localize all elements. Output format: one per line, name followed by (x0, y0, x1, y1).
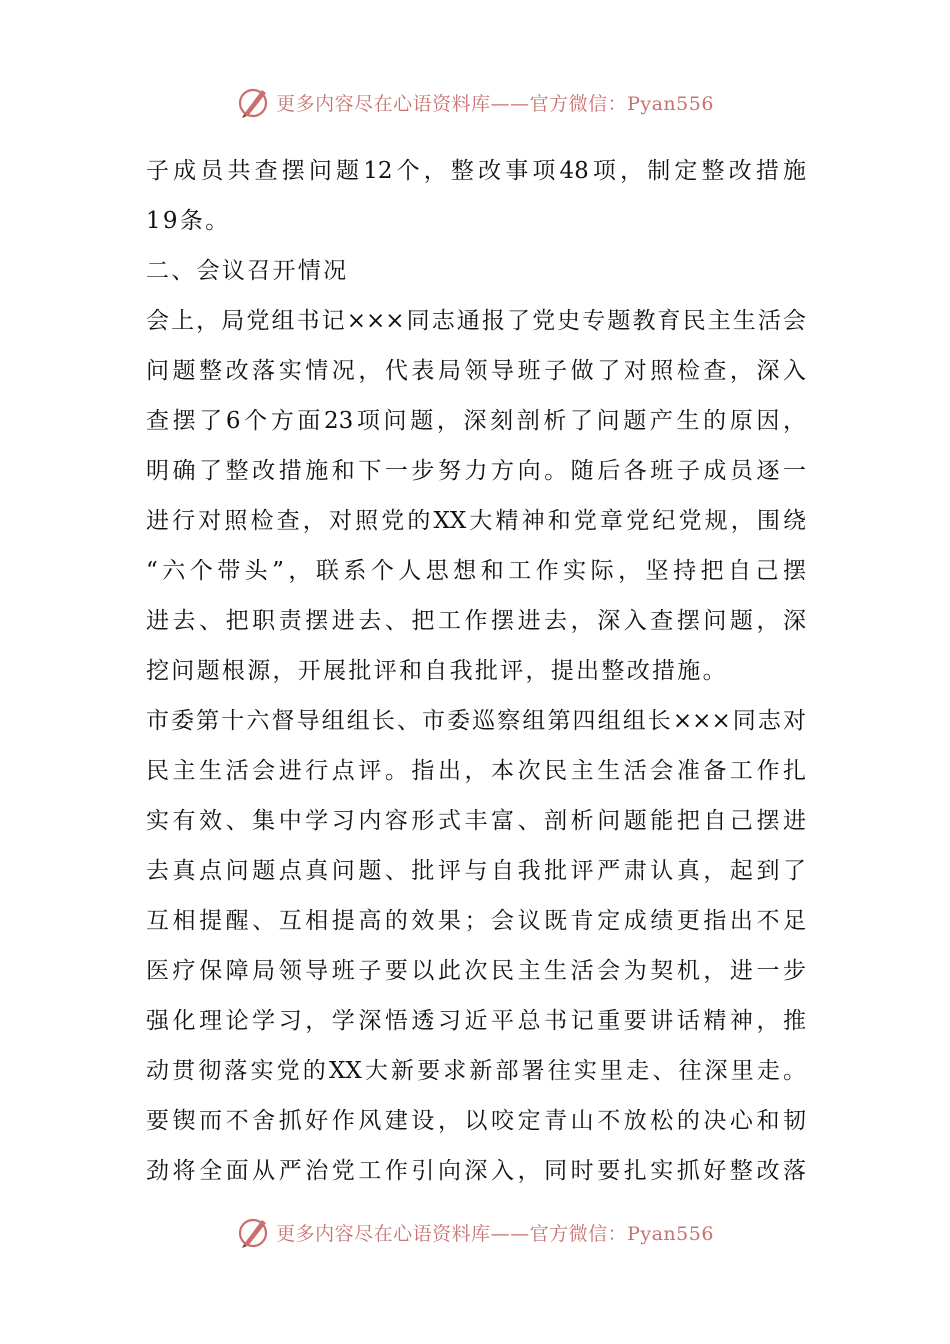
header-watermark-banner (0, 82, 950, 122)
body-line: 查摆了6个方面23项问题，深刻剖析了问题产生的原因， (146, 408, 806, 434)
footer-banner-text: 更多内容尽在心语资料库——官方微信：Pyan556 (276, 1222, 714, 1245)
body-line: 民主生活会进行点评。指出，本次民主生活会准备工作扎 (146, 758, 806, 784)
pen-circle-logo-icon (236, 84, 272, 120)
body-line: 强化理论学习，学深悟透习近平总书记重要讲话精神，推 (146, 1008, 806, 1034)
body-line: 互相提醒、互相提高的效果；会议既肯定成绩更指出不足 (146, 908, 806, 934)
body-line: 会上，局党组书记×××同志通报了党史专题教育民主生活会 (146, 308, 806, 334)
body-line: 19条。 (146, 208, 231, 234)
body-line: 问题整改落实情况，代表局领导班子做了对照检查，深入 (146, 358, 806, 384)
body-line: 要锲而不舍抓好作风建设，以咬定青山不放松的决心和韧 (146, 1108, 806, 1134)
body-line: 明确了整改措施和下一步努力方向。随后各班子成员逐一 (146, 458, 806, 484)
pen-circle-logo-icon (236, 1214, 272, 1250)
body-line: 医疗保障局领导班子要以此次民主生活会为契机，进一步 (146, 958, 806, 984)
footer-watermark-banner (0, 1212, 950, 1252)
body-line: 去真点问题点真问题、批评与自我批评严肃认真，起到了 (146, 858, 806, 884)
body-line: 挖问题根源，开展批评和自我批评，提出整改措施。 (146, 658, 728, 684)
body-line: 市委第十六督导组组长、市委巡察组第四组组长×××同志对 (146, 708, 806, 734)
header-banner-text: 更多内容尽在心语资料库——官方微信：Pyan556 (276, 92, 714, 115)
body-line: 动贯彻落实党的XX大新要求新部署往实里走、往深里走。 (146, 1058, 806, 1084)
body-line: “六个带头”，联系个人思想和工作实际，坚持把自己摆 (146, 558, 806, 584)
body-line: 实有效、集中学习内容形式丰富、剖析问题能把自己摆进 (146, 808, 806, 834)
body-line: 子成员共查摆问题12个，整改事项48项，制定整改措施 (146, 158, 806, 184)
body-line: 进行对照检查，对照党的XX大精神和党章党纪党规，围绕 (146, 508, 806, 534)
body-line: 劲将全面从严治党工作引向深入，同时要扎实抓好整改落 (146, 1158, 806, 1184)
section-heading: 二、会议召开情况 (146, 258, 349, 284)
body-line: 进去、把职责摆进去、把工作摆进去，深入查摆问题，深 (146, 608, 806, 634)
document-body (146, 146, 806, 1196)
